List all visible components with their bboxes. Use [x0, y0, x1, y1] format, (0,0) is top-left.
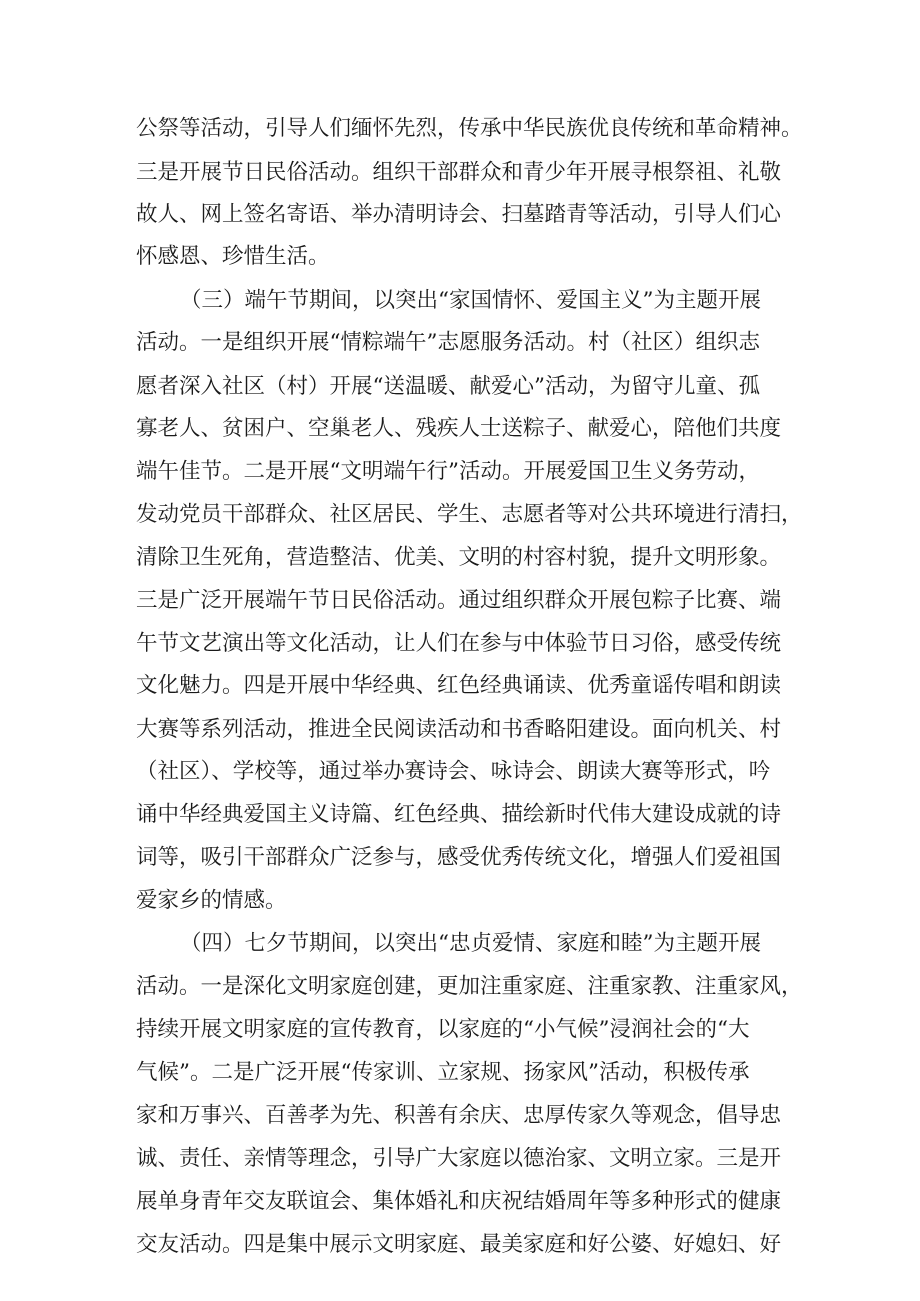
text-line: 词等，吸引干部群众广泛参与，感受优秀传统文化，增强人们爱祖国 [136, 845, 782, 870]
text-line: 三是广泛开展端午节日民俗活动。通过组织群众开展包粽子比赛、端 [136, 588, 782, 613]
text-line: 活动。一是组织开展“情粽端午”志愿服务活动。村（社区）组织志 [136, 330, 760, 355]
text-line: 发动党员干部群众、社区居民、学生、志愿者等对公共环境进行清扫， [136, 502, 803, 527]
text-line: 家和万事兴、百善孝为先、积善有余庆、忠厚传家久等观念，倡导忠 [136, 1103, 782, 1128]
text-line: 午节文艺演出等文化活动，让人们在参与中体验节日习俗，感受传统 [136, 631, 782, 656]
text-line: 愿者深入社区（村）开展“送温暖、献爱心”活动，为留守儿童、孤 [136, 374, 760, 399]
text-line: 端午佳节。二是开展“文明端午行”活动。开展爱国卫生义务劳动， [136, 459, 760, 484]
text-line: 三是开展节日民俗活动。组织干部群众和青少年开展寻根祭祖、礼敬 [136, 160, 782, 185]
text-line: 文化魅力。四是开展中华经典、红色经典诵读、优秀童谣传唱和朗读 [136, 673, 782, 698]
text-line: （社区）、学校等，通过举办赛诗会、咏诗会、朗读大赛等形式，吟 [136, 759, 771, 784]
text-line: 诚、责任、亲情等理念，引导广大家庭以德治家、文明立家。三是开 [136, 1146, 782, 1171]
text-line: 持续开展文明家庭的宣传教育，以家庭的“小气候”浸润社会的“大 [136, 1017, 750, 1042]
text-line: 公祭等活动，引导人们缅怀先烈，传承中华民族优良传统和革命精神。 [136, 116, 803, 141]
text-line: 活动。一是深化文明家庭创建，更加注重家庭、注重家教、注重家风， [136, 974, 803, 999]
text-line: 清除卫生死角，营造整洁、优美、文明的村容村貌，提升文明形象。 [136, 545, 782, 570]
paragraph-heading-three: （三）端午节期间，以突出“家国情怀、爱国主义”为主题开展 [180, 288, 761, 313]
text-line: 大赛等系列活动，推进全民阅读活动和书香略阳建设。面向机关、村 [136, 717, 782, 742]
paragraph-heading-four: （四）七夕节期间，以突出“忠贞爱情、家庭和睦”为主题开展 [180, 931, 761, 956]
text-line: 气候”。二是广泛开展“传家训、立家规、扬家风”活动，积极传承 [136, 1060, 750, 1085]
text-line: 展单身青年交友联谊会、集体婚礼和庆祝结婚周年等多种形式的健康 [136, 1189, 782, 1214]
text-line: 寡老人、贫困户、空巢老人、残疾人士送粽子、献爱心，陪他们共度 [136, 416, 782, 441]
text-line: 怀感恩、珍惜生活。 [136, 244, 330, 269]
text-line: 诵中华经典爱国主义诗篇、红色经典、描绘新时代伟大建设成就的诗 [136, 802, 782, 827]
text-line: 故人、网上签名寄语、举办清明诗会、扫墓踏青等活动，引导人们心 [136, 202, 782, 227]
text-line: 爱家乡的情感。 [136, 888, 287, 913]
text-line: 交友活动。四是集中展示文明家庭、最美家庭和好公婆、好媳妇、好 [136, 1232, 782, 1257]
